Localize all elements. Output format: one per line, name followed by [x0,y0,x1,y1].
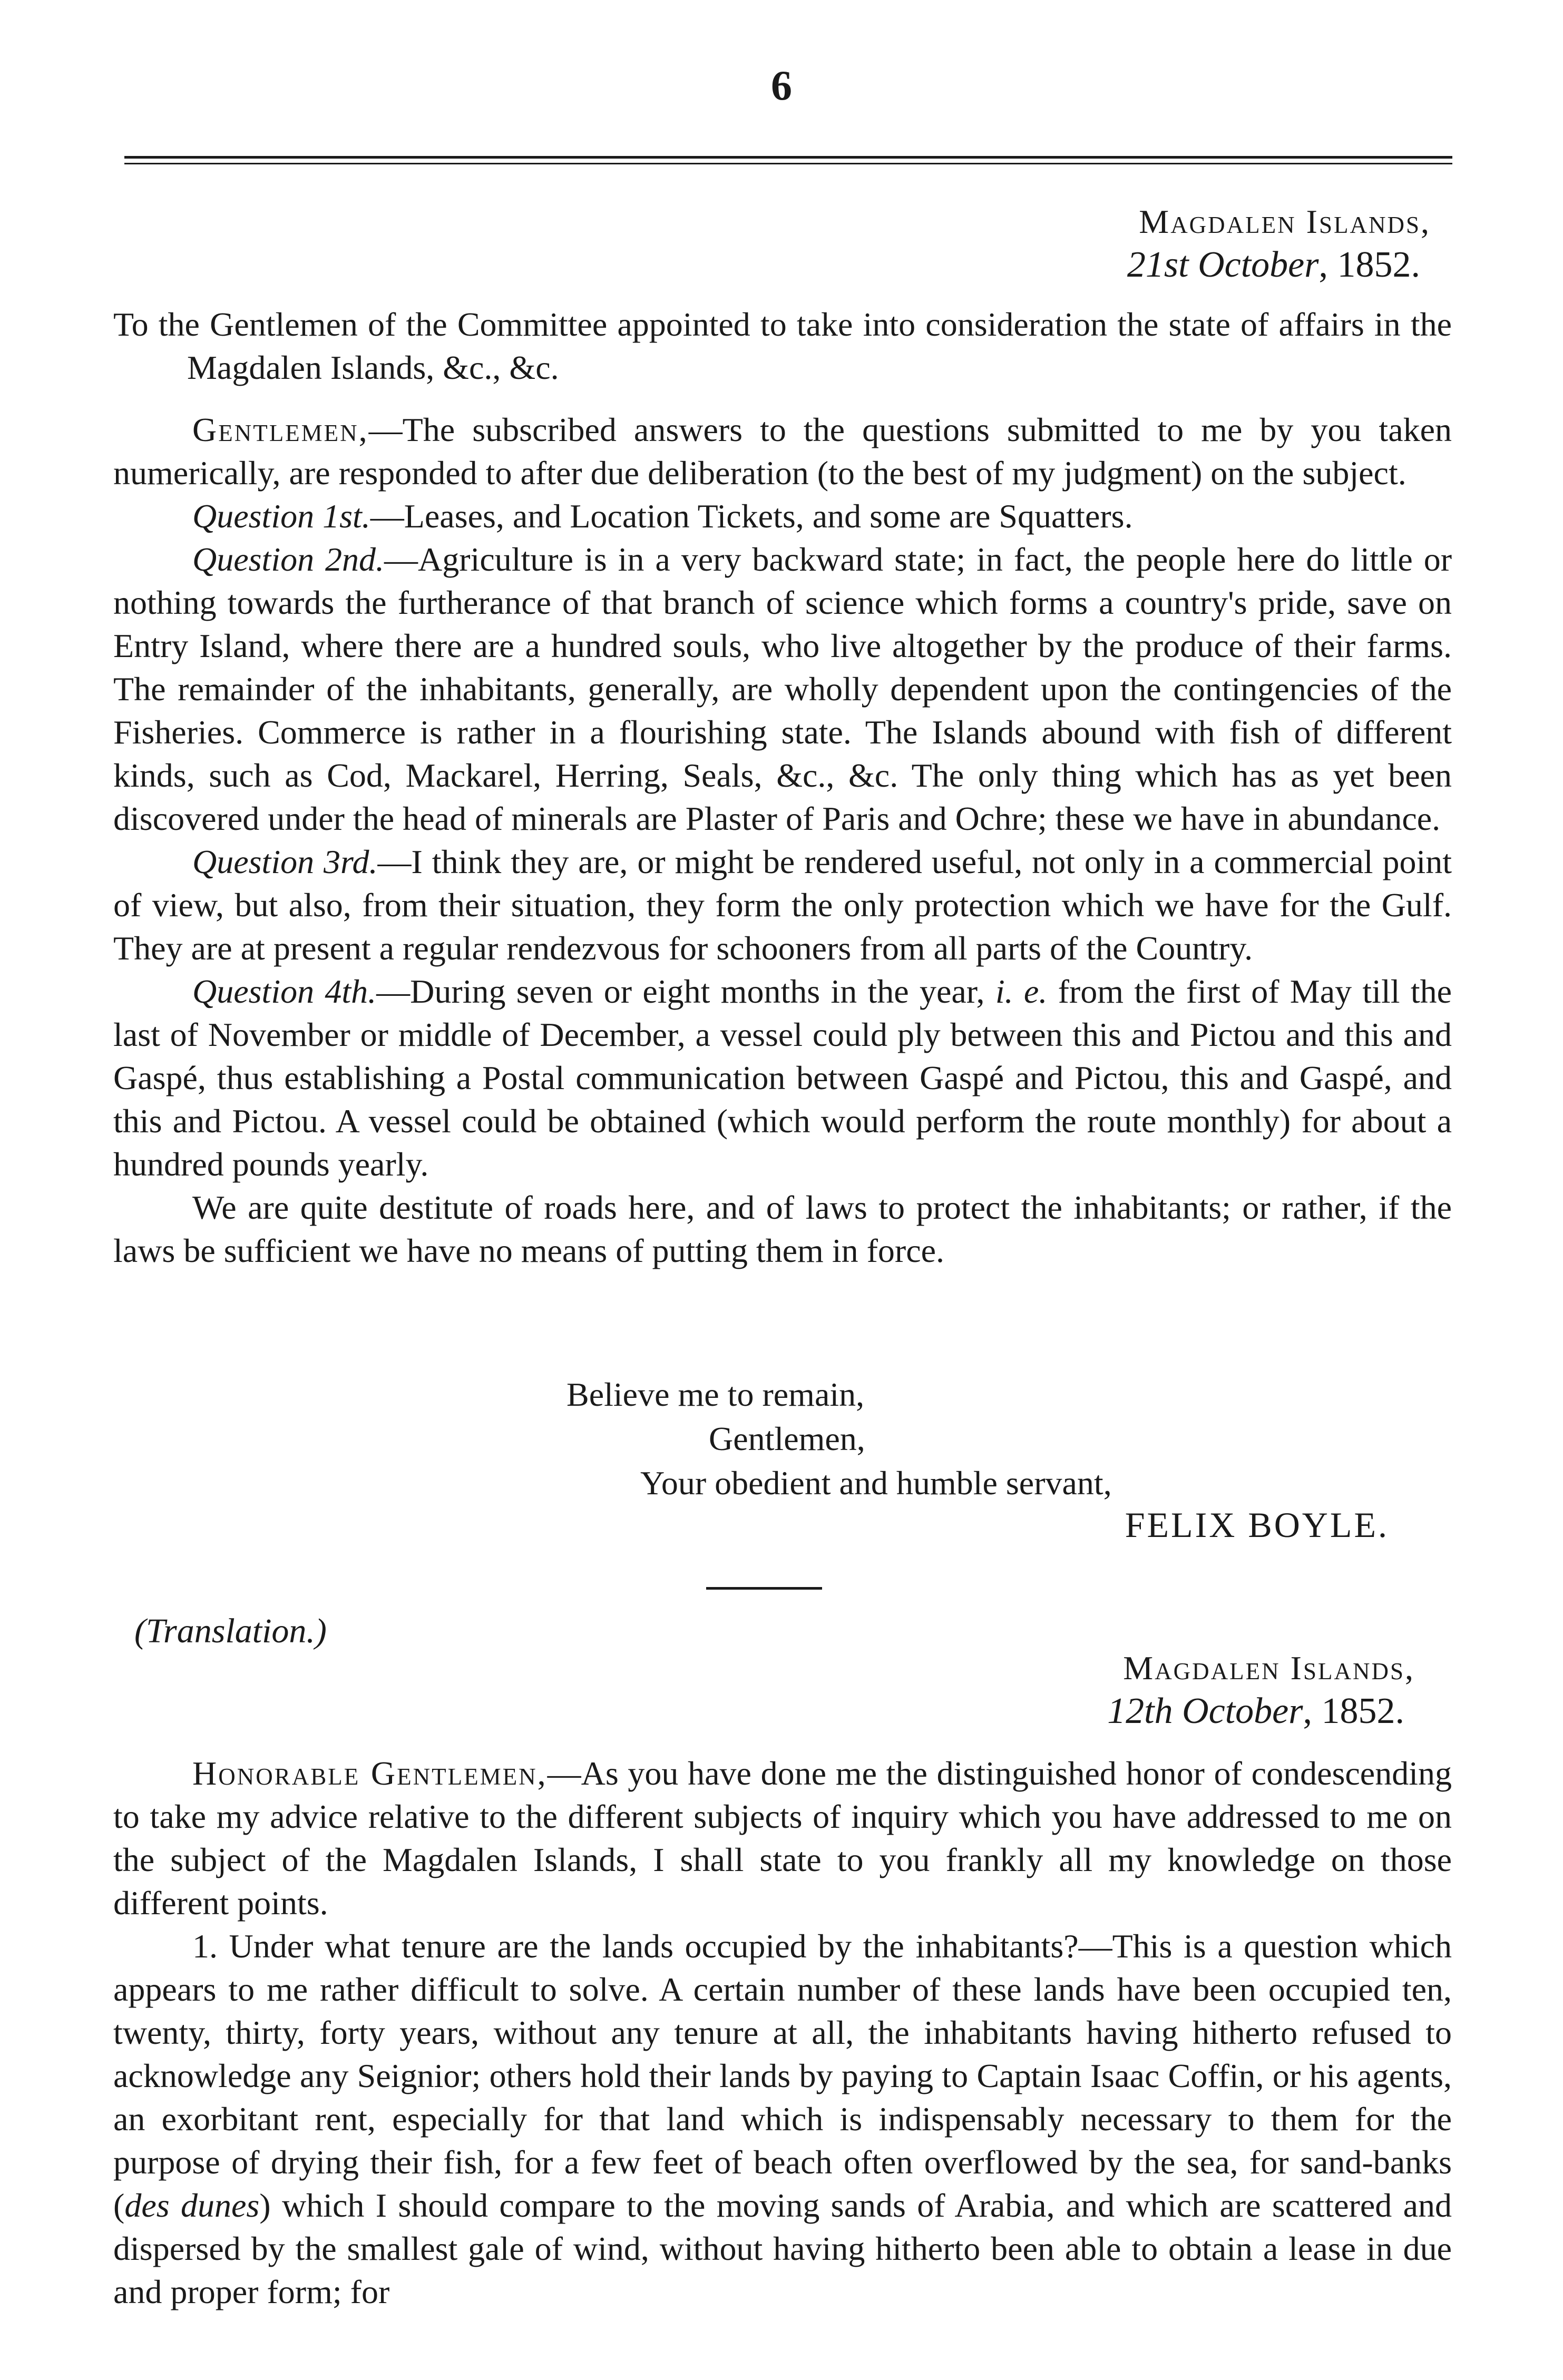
letter1-dateline [113,200,1452,287]
letter1-question-4: Question 4th.—During seven or eight months in the year, i. e. from the first of May till the last of November or middle of December, a vessel could ply between this and Pictou and this and Gaspé, thus establishing a Postal communication between Gaspé and Pictou, this and Gaspé, and this and Pictou. A vessel could be obtained (which would perform the route monthly) for about a hundred pounds yearly. [113,973,1452,1183]
signature: FELIX BOYLE. [1125,1505,1389,1545]
letter2-place: Magdalen Islands, [1123,1649,1415,1687]
letter2-intro: Honorable Gentlemen,—As you have done me the distinguished honor of condescending to take my advice relative to the different subjects of inquiry which you have addressed to me on the subject of the Magdalen Islands, I shall state to you frankly all my knowledge on those different points. [113,1755,1452,1922]
closing-line-3: Your obedient and humble servant, [640,1464,1112,1502]
letter1-question-2: Question 2nd.—Agriculture is in a very backward state; in fact, the people here do little or nothing towards the furtherance of that branch of science which forms a country's pride, save on Entry Island, where there are a hundred souls, who live altogether by the produce of their farms. The remainder of the inhabitants, generally, are wholly dependent upon the contingencies of the Fisheries. Commerce is rather in a flourishing state. The Islands abound with fish of different kinds, such as Cod, Mackarel, Herring, Seals, &c., &c. The only thing which has as yet been discovered under the head of minerals are Plaster of Paris and Ochre; these we have in abundance. [113,541,1452,837]
closing-line-2: Gentlemen, [709,1420,865,1457]
header-double-rule [124,156,1452,164]
letter2-point-1: 1. Under what tenure are the lands occupied by the inhabitants?—This is a question which appears to me rather difficult to solve. A certain number of these lands have been occupied ten, twenty, thirty, forty years, without any tenure at all, the inhabitants having hitherto refused to acknowledge any Seignior; others hold their lands by paying to Captain Isaac Coffin, or his agents, an exorbitant rent, especially for that land which is indispensably necessary to them for the purpose of drying their fish, for a few feet of beach often overflowed by the sea, for sand-banks (des dunes) which I should compare to the moving sands of Arabia, and which are scattered and dispersed by the smallest gale of wind, without having hitherto been able to obtain a lease in due and proper form; for [113,1927,1452,2310]
letter1-closing [566,1373,1410,1505]
closing-line-1: Believe me to remain, [566,1376,865,1413]
letter1-address: To the Gentlemen of the Committee appointed to take into consideration the state of affairs in the Magdalen Islands, &c., &c. [113,306,1452,386]
letter1-question-3: Question 3rd.—I think they are, or might be rendered useful, not only in a commercial point of view, but also, from their situation, they form the only protection which we have for the Gulf. They are at present a regular rendezvous for schooners from all parts of the Country. [113,843,1452,967]
section-divider [706,1587,822,1590]
letter1-intro: Gentlemen,—The subscribed answers to the questions submitted to me by you taken numerically, are responded to after due deliberation (to the best of my judgment) on the subject. [113,411,1452,492]
page-number: 6 [771,63,792,109]
letter1-date: 21st October, 1852. [1127,244,1420,285]
letter2-date: 12th October, 1852. [1107,1691,1404,1731]
letter1-body [113,303,1452,1272]
letter2-body [113,1752,1452,2314]
letter1-place: Magdalen Islands, [1139,203,1431,240]
translation-label: (Translation.) [134,1612,327,1650]
letter1-question-1: Question 1st.—Leases, and Location Tickets, and some are Squatters. [192,497,1133,535]
letter1-roads: We are quite destitute of roads here, and of laws to protect the inhabitants; or rather, if the laws be sufficient we have no means of putting them in force. [113,1189,1452,1269]
letter2-dateline [113,1647,1452,1733]
